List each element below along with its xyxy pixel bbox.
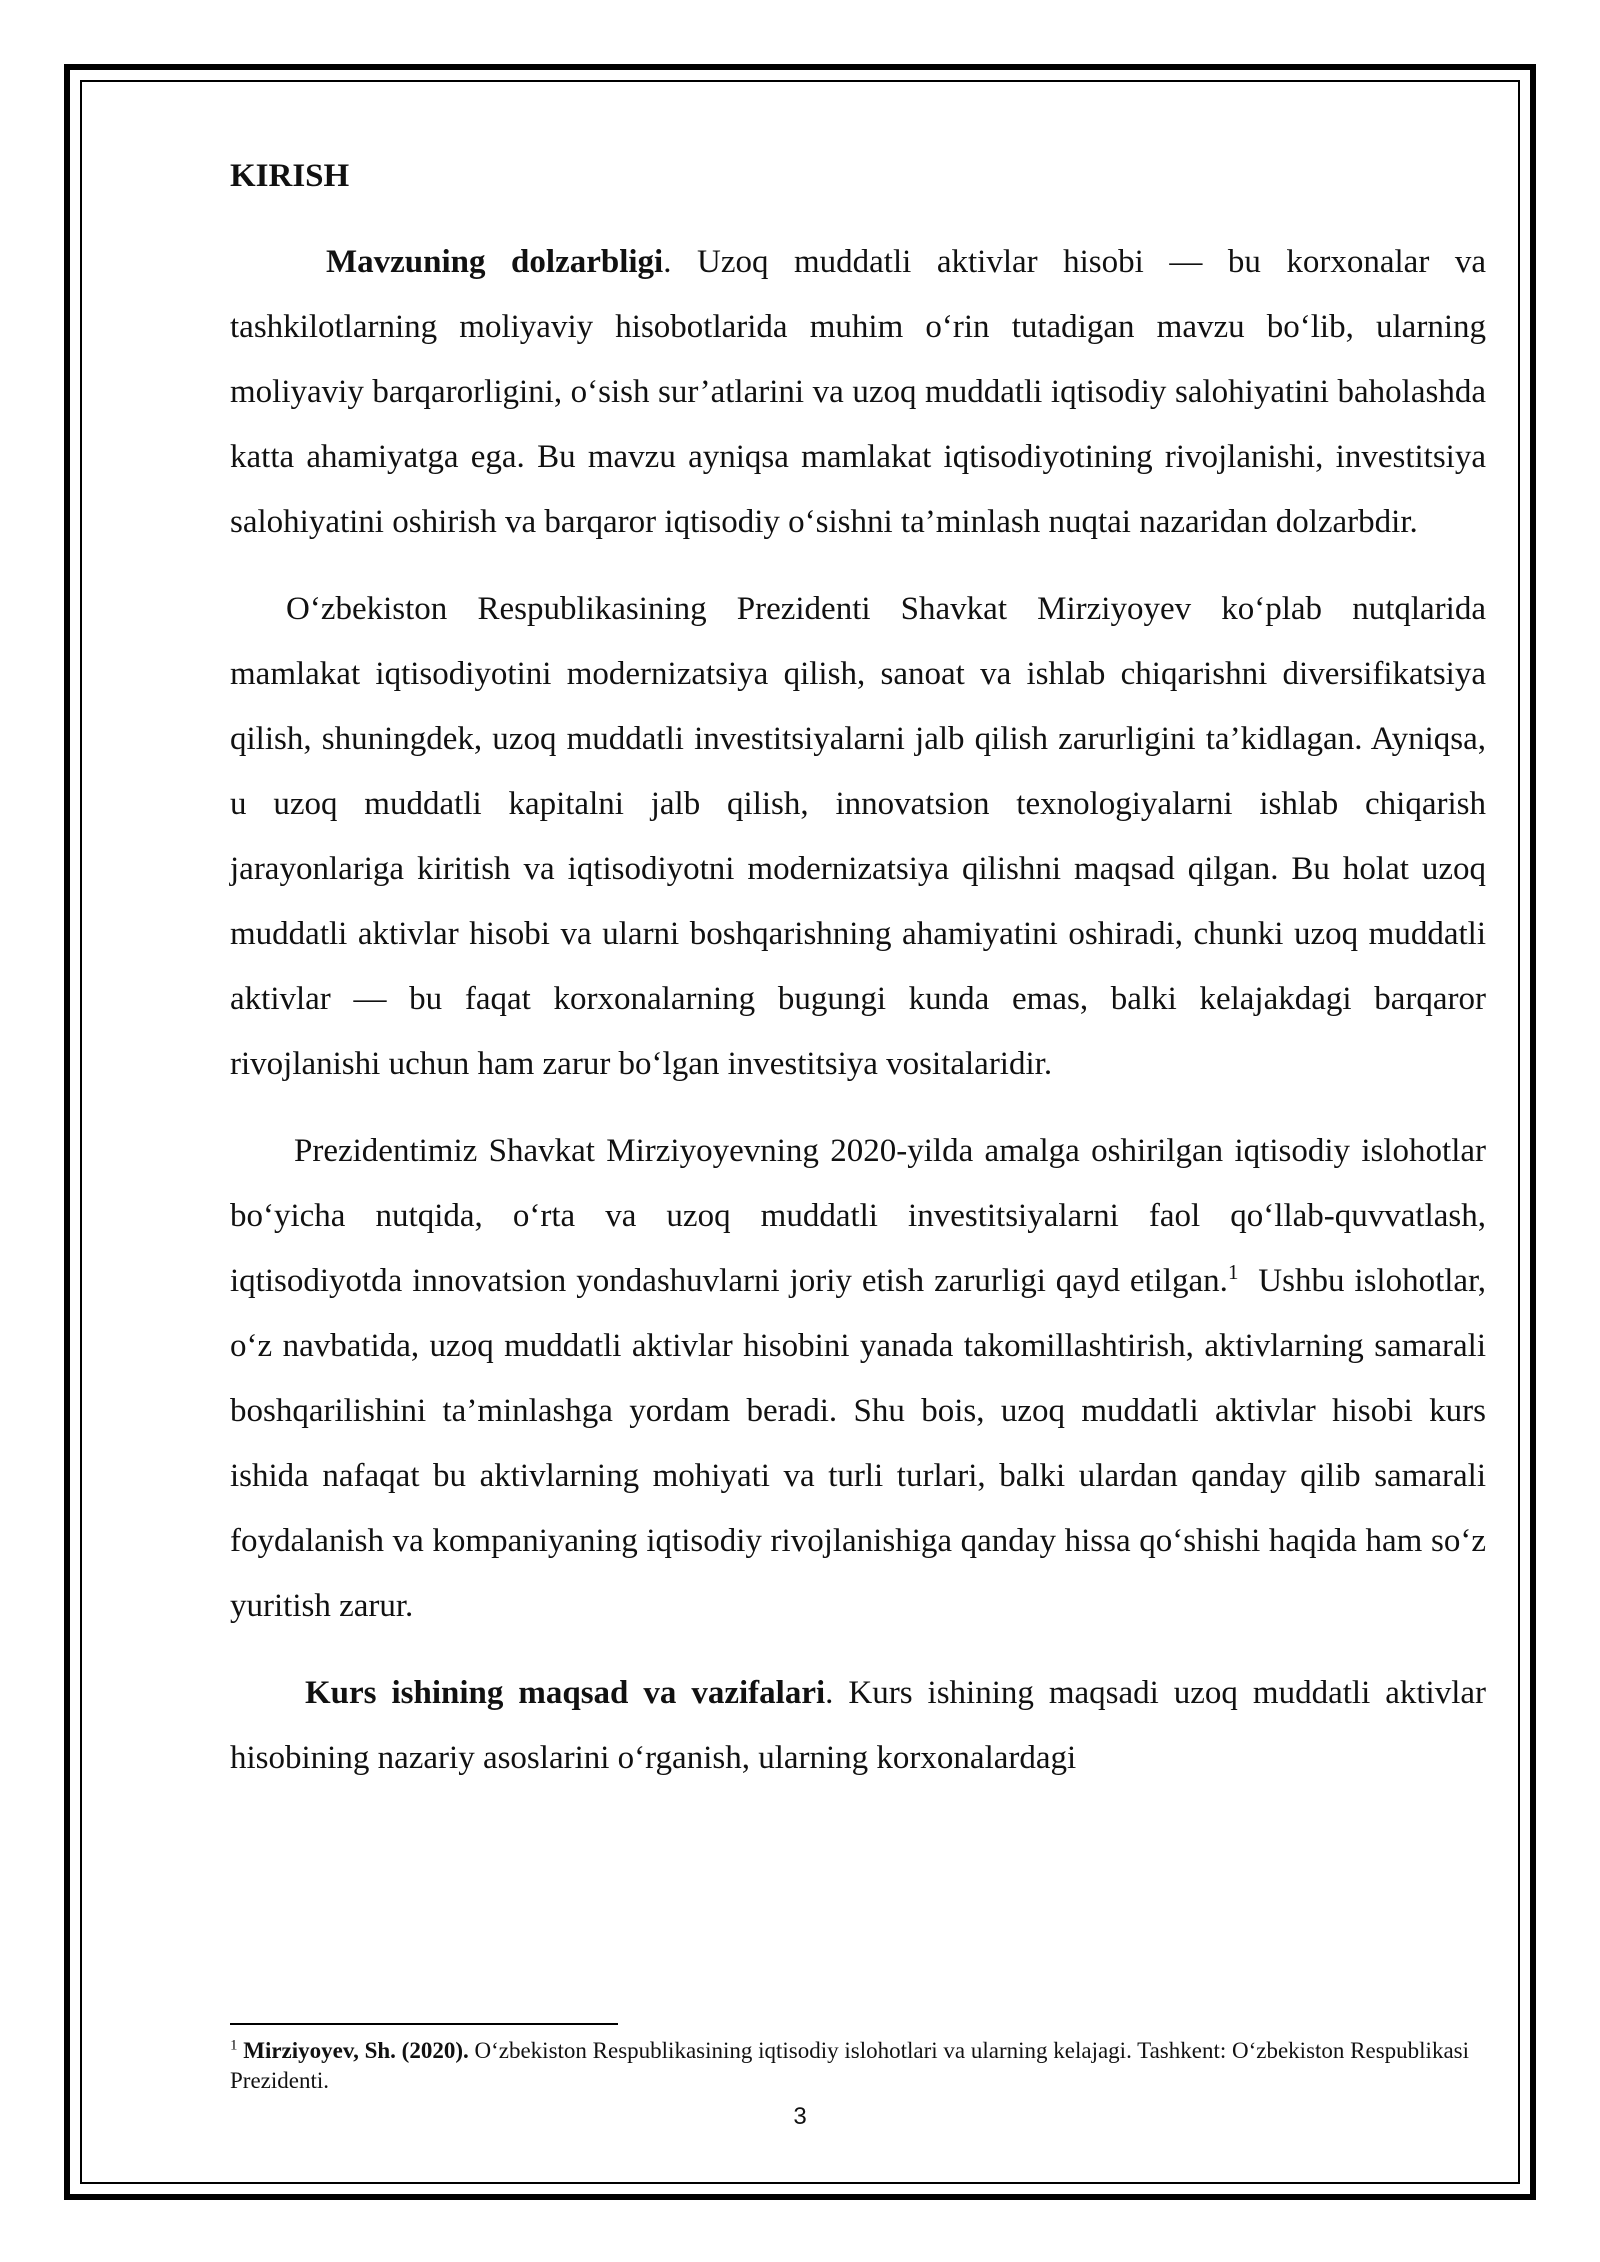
paragraph-reforms	[230, 1119, 1495, 1639]
paragraph-goals	[230, 1661, 1486, 1791]
footnote-author: Mirziyoyev, Sh. (2020).	[243, 2038, 469, 2063]
footnote-number: 1	[230, 2037, 238, 2054]
paragraph-relevance	[230, 230, 1486, 555]
paragraph-bold-lead: Kurs ishining maqsad va vazifalari	[305, 1675, 826, 1711]
footnote-text: O‘zbekiston Respublikasining iqtisodiy islohotlari va ularning kelajagi. Tashkent: O‘zbekiston Respublikasi Prezidenti.	[230, 2038, 1469, 2093]
footnote-reference[interactable]: 1	[1227, 1260, 1239, 1284]
document-body	[230, 150, 1495, 1813]
paragraph-text: Ushbu islohotlar, o‘z navbatida, uzoq muddatli aktivlar hisobini yanada takomillashtirish, aktivlarning samarali boshqarilishini ta’minlashga yordam beradi. Shu bois, uzoq muddatli aktivlar hisobi kurs ishida nafaqat bu aktivlarning mohiyati va turli turlari, balki ulardan qanday qilib samarali foydalanish va kompaniyaning iqtisodiy rivojlanishiga qanday hissa qo‘shishi haqida ham so‘z yuritish zarur.	[230, 1263, 1495, 1624]
footnote	[230, 2036, 1486, 2096]
paragraph-president	[230, 577, 1486, 1097]
paragraph-text: . Uzoq muddatli aktivlar hisobi — bu korxonalar va tashkilotlarning moliyaviy hisobotlarida muhim o‘rin tutadigan mavzu bo‘lib, ularning moliyaviy barqarorligini, o‘sish sur’atlarini va uzoq muddatli iqtisodiy salohiyatini baholashda katta ahamiyatga ega. Bu mavzu ayniqsa mamlakat iqtisodiyotining rivojlanishi, investitsiya salohiyatini oshirish va barqaror iqtisodiy o‘sishni ta’minlash nuqtai nazaridan dolzarbdir.	[230, 244, 1486, 540]
paragraph-text: O‘zbekiston Respublikasining Prezidenti Shavkat Mirziyoyev ko‘plab nutqlarida mamlakat iqtisodiyotini modernizatsiya qilish, sanoat va ishlab chiqarishni diversifikatsiya qilish, shuningdek, uzoq muddatli investitsiyalarni jalb qilish zarurligini ta’kidlagan. Ayniqsa, u uzoq muddatli kapitalni jalb qilish, innovatsion texnologiyalarni ishlab chiqarish jarayonlariga kiritish va iqtisodiyotni modernizatsiya qilishni maqsad qilgan. Bu holat uzoq muddatli aktivlar hisobi va ularni boshqarishning ahamiyatini oshiradi, chunki uzoq muddatli aktivlar — bu faqat korxonalarning bugungi kunda emas, balki kelajakdagi barqaror rivojlanishi uchun ham zarur bo‘lgan investitsiya vositalaridir.	[230, 591, 1486, 1082]
paragraph-text: Prezidentimiz Shavkat Mirziyoyevning 2020-yilda amalga oshirilgan iqtisodiy islohotlar bo‘yicha nutqida, o‘rta va uzoq muddatli investitsiyalarni faol qo‘llab-quvvatlash, iqtisodiyotda innovatsion yondashuvlarni joriy etish zarurligi qayd etilgan.	[230, 1133, 1486, 1299]
footnote-separator	[230, 2023, 618, 2025]
page-number: 3	[793, 2103, 807, 2130]
paragraph-bold-lead: Mavzuning dolzarbligi	[326, 244, 664, 280]
section-heading: KIRISH	[230, 158, 350, 194]
paragraph-text: . Kurs ishining maqsadi uzoq muddatli aktivlar hisobining nazariy asoslarini o‘rganish, ularning korxonalardagi	[230, 1675, 1486, 1776]
